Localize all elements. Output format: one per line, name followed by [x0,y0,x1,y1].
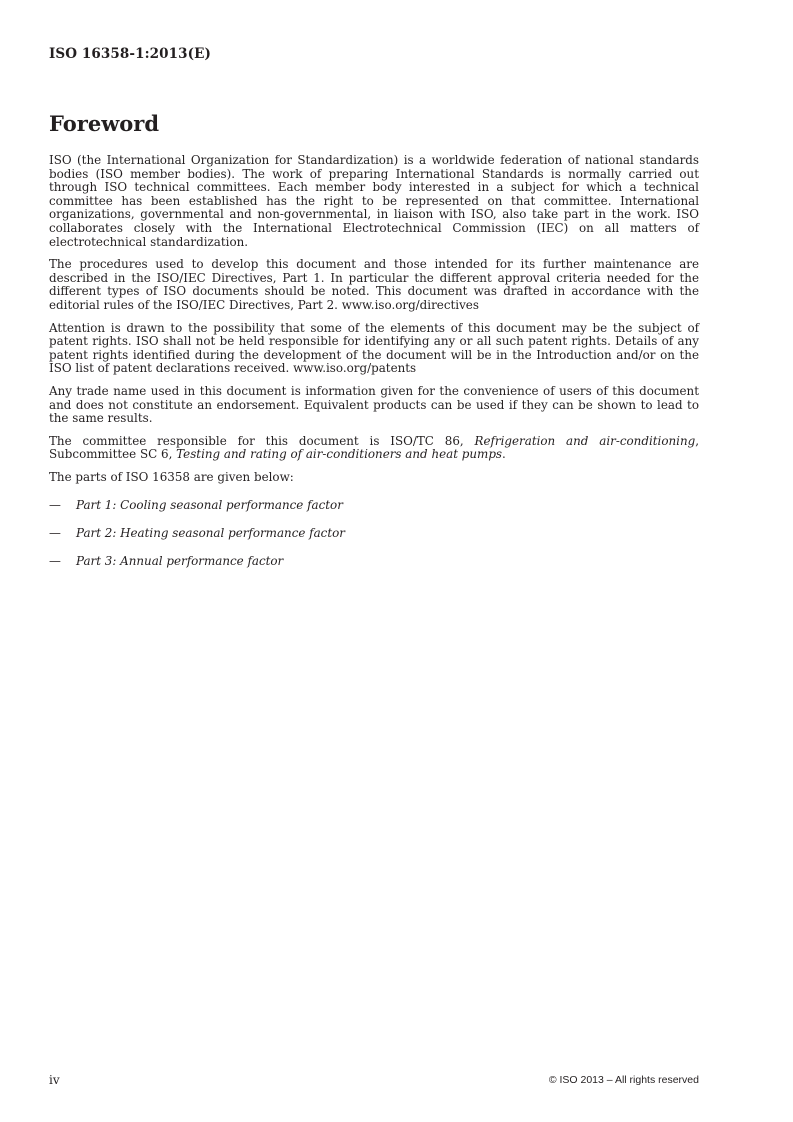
committee-suffix: . [502,447,506,462]
paragraph-committee [49,435,699,462]
parts-list [49,498,699,568]
paragraph-trade-name: Any trade name used in this document is information given for the convenience of users of this document and does not constitute an endorsement. Equivalent products can be used if they can be shown to lead to the same results. [49,383,699,426]
page-number: iv [49,1073,60,1087]
subcommittee-name: Testing and rating of air-conditioners and heat pumps [176,447,503,462]
list-dash: — [49,498,61,513]
list-dash: — [49,554,61,569]
part-label: Part 1: Cooling seasonal performance factor [76,498,343,513]
page-title: Foreword [49,111,160,136]
list-dash: — [49,526,61,541]
part-label: Part 3: Annual performance factor [76,554,284,569]
paragraph-iso-intro: ISO (the International Organization for Standardization) is a worldwide federation of national standards bodies (ISO member bodies). The work of preparing International Standards is normally carried out through ISO technical committees. Each member body interested in a subject for which a technical committee has been established has the right to be represented on that committee. International organizations, governmental and non-governmental, in liaison with ISO, also take part in the work. ISO collaborates closely with the International Electrotechnical Commission (IEC) on all matters of electrotechnical standardization. [49,153,699,249]
committee-prefix: The committee responsible for this document is ISO/TC 86, [49,433,475,448]
list-item [49,554,699,568]
document-id: ISO 16358-1:2013(E) [49,46,212,62]
paragraph-parts-intro: The parts of ISO 16358 are given below: [49,469,294,484]
foreword-body [49,154,699,582]
committee-name: Refrigeration and air-conditioning [474,433,696,448]
committee-middle: , Subcommittee SC 6, [49,433,699,462]
paragraph-procedures: The procedures used to develop this document and those intended for its further maintenance are described in the ISO/IEC Directives, Part 1. In particular the different approval criteria needed for the different types of ISO documents should be noted. This document was drafted in accordance with the editorial rules of the ISO/IEC Directives, Part 2. www.iso.org/directives [49,257,699,312]
list-item [49,526,699,540]
paragraph-patents: Attention is drawn to the possibility that some of the elements of this document may be the subject of patent rights. ISO shall not be held responsible for identifying any or all such patent rights. Details of any patent rights identified during the development of the document will be in the Introduction and/or on the ISO list of patent declarations received. www.iso.org/patents [49,320,699,376]
copyright-notice: © ISO 2013 – All rights reserved [548,1074,699,1086]
list-item [49,498,699,512]
part-label: Part 2: Heating seasonal performance factor [76,526,345,541]
